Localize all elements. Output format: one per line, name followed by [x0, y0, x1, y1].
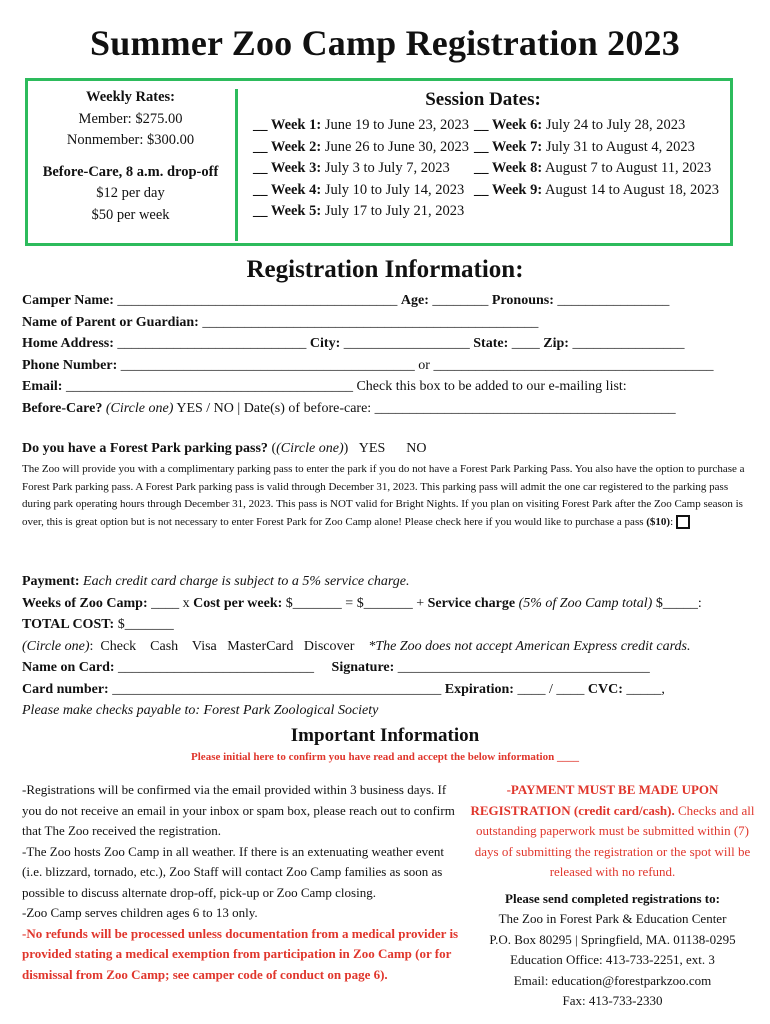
fax-number: Fax: 413-733-2330 — [562, 993, 663, 1008]
info-weather: -The Zoo hosts Zoo Camp in all weather. If there is an extenuating weather event (i.e. blizzard, tornado, etc.), Zoo Staff will contact Zoo Camp families as soon as possible to discuss alternate drop-off, pick-up or Zoo Camp closing. — [22, 843, 444, 900]
parking-options[interactable]: YES NO — [358, 441, 427, 456]
session-list-right — [474, 115, 719, 201]
zip-field[interactable]: ________________ — [568, 336, 685, 351]
expiration-label: Expiration: — [444, 681, 514, 697]
registration-form — [22, 290, 752, 419]
payment-section — [22, 571, 752, 722]
zip-label: Zip: — [543, 336, 569, 351]
city-label: City: — [309, 336, 341, 351]
session-week-3[interactable]: __ Week 3: July 3 to July 7, 2023 — [253, 160, 450, 176]
before-care-per-week: $50 per week — [91, 206, 170, 223]
parking-price: ($10) — [646, 515, 671, 528]
session-dates-heading: Session Dates: — [425, 89, 541, 110]
camper-name-label: Camper Name: — [22, 293, 114, 308]
cost-per-week-label: Cost per week: — [193, 595, 283, 611]
info-ages: -Zoo Camp serves children ages 6 to 13 only. — [22, 905, 258, 920]
green-divider — [235, 89, 238, 241]
name-on-card-label: Name on Card: — [22, 660, 115, 675]
important-info-right — [470, 780, 755, 1012]
checks-payable-note: Please make checks payable to: Forest Park Zoological Society — [22, 703, 379, 718]
total-cost-label: TOTAL COST: — [22, 617, 115, 632]
parent-row — [22, 312, 752, 334]
payment-label: Payment: — [22, 574, 80, 589]
signature-label: Signature: — [331, 660, 395, 675]
member-rate: Member: $275.00 — [78, 110, 183, 127]
payment-policy-heading: -PAYMENT MUST BE MADE UPON REGISTRATION (credit card/cash). — [470, 782, 719, 818]
email-label: Email: — [22, 379, 63, 394]
before-care-field[interactable]: YES / NO | Date(s) of before-care: ___________________________________________ — [173, 400, 676, 416]
phone-field[interactable]: __________________________________________ or ________________________________________ — [117, 357, 714, 373]
total-row — [22, 614, 752, 636]
parking-question: Do you have a Forest Park parking pass? ((Circle one)) YES NO — [22, 441, 427, 456]
weeks-field[interactable]: ____ x — [147, 595, 194, 611]
weekly-rates-heading: Weekly Rates: — [86, 89, 175, 105]
payment-circle-one: (Circle one) — [22, 638, 90, 654]
card-name-row — [22, 657, 752, 679]
page-title: Summer Zoo Camp Registration 2023 — [90, 23, 680, 63]
cvc-label: CVC: — [587, 681, 623, 697]
info-registration-confirm: -Registrations will be confirmed via the email provided within 3 business days. If you do not receive an email in your inbox or spam box, please reach out to confirm that The Zoo received the registration. — [22, 782, 455, 838]
card-number-label: Card number: — [22, 681, 109, 697]
phone-label: Phone Number: — [22, 357, 118, 373]
card-number-field[interactable]: _______________________________________________ — [108, 681, 445, 697]
education-email: Email: education@forestparkzoo.com — [513, 972, 712, 988]
service-charge-label: Service charge — [427, 595, 516, 611]
service-charge-note: (5% of Zoo Camp total) — [518, 595, 653, 611]
payment-policy-text: Checks and all outstanding paperwork must be submitted within (7) days of submitting the registration or the spot will be released with no refund. — [474, 802, 755, 879]
address-row — [22, 333, 752, 355]
address-line-2: P.O. Box 80295 | Springfield, MA. 01138-0295 — [489, 931, 736, 947]
parent-field[interactable]: ________________________________________________ — [198, 314, 539, 330]
pronouns-field[interactable]: ________________ — [553, 293, 670, 308]
state-field[interactable]: ____ — [508, 336, 544, 351]
session-week-1[interactable]: __ Week 1: June 19 to June 23, 2023 — [253, 117, 470, 133]
payment-methods-row — [22, 636, 752, 658]
before-care-heading: Before-Care, 8 a.m. drop-off — [42, 163, 219, 180]
city-field[interactable]: __________________ — [340, 336, 474, 351]
address-line-1: The Zoo in Forest Park & Education Center — [498, 911, 727, 926]
address-field[interactable]: ___________________________ — [113, 336, 310, 351]
parking-colon: : — [670, 515, 674, 528]
amex-note: *The Zoo does not accept American Express credit cards. — [368, 638, 691, 654]
service-charge-field[interactable]: $_____: — [652, 595, 702, 611]
signature-field[interactable]: ____________________________________ — [394, 660, 650, 675]
parking-circle-one: (Circle one) — [276, 441, 344, 456]
age-label: Age: — [400, 293, 429, 308]
weekly-rates — [28, 87, 233, 226]
pronouns-label: Pronouns: — [491, 293, 554, 308]
parent-label: Name of Parent or Guardian: — [22, 314, 199, 330]
session-list-left — [253, 115, 469, 223]
before-care-row — [22, 398, 752, 420]
camper-name-field[interactable]: ________________________________________ — [113, 293, 401, 308]
education-phone: Education Office: 413-733-2251, ext. 3 — [510, 952, 715, 967]
weeks-row — [22, 593, 752, 615]
payment-policy — [470, 780, 755, 883]
parking-question-label: Do you have a Forest Park parking pass? — [22, 441, 268, 456]
cvc-field[interactable]: _____, — [622, 681, 665, 697]
session-week-4[interactable]: __ Week 4: July 10 to July 14, 2023 — [253, 181, 465, 198]
weeks-label: Weeks of Zoo Camp: — [22, 595, 148, 611]
before-care-label: Before-Care? — [22, 400, 103, 416]
cost-field[interactable]: $_______ = $_______ + — [282, 595, 428, 611]
email-row — [22, 376, 752, 398]
rates-sessions-box — [25, 78, 733, 246]
name-on-card-field[interactable]: ____________________________ — [114, 660, 332, 675]
important-info-left — [22, 780, 462, 985]
registration-heading: Registration Information: — [246, 256, 524, 283]
important-heading: Important Information — [290, 725, 480, 746]
parking-pass-checkbox[interactable] — [676, 515, 690, 529]
email-field[interactable]: _________________________________________ Check this box to be added to our e-mailing list: — [62, 379, 627, 394]
card-number-row — [22, 679, 752, 701]
total-cost-field[interactable]: $_______ — [114, 617, 174, 632]
session-week-8[interactable]: __ Week 8: August 7 to August 11, 2023 — [474, 160, 712, 176]
phone-row — [22, 355, 752, 377]
session-week-2[interactable]: __ Week 2: June 26 to June 30, 2023 — [253, 138, 470, 155]
session-week-6[interactable]: __ Week 6: July 24 to July 28, 2023 — [474, 117, 686, 133]
payment-methods[interactable]: : Check Cash Visa MasterCard Discover — [89, 638, 369, 654]
circle-one-note: (Circle one) — [105, 400, 174, 416]
payment-note: Each credit card charge is subject to a 5% service charge. — [83, 574, 410, 589]
address-label: Home Address: — [22, 336, 114, 351]
session-week-9[interactable]: __ Week 9: August 14 to August 18, 2023 — [474, 181, 720, 198]
expiration-field[interactable]: ____ / ____ — [513, 681, 588, 697]
before-care-per-day: $12 per day — [96, 185, 165, 201]
payment-note-row — [22, 571, 752, 593]
nonmember-rate: Nonmember: $300.00 — [66, 132, 195, 148]
initial-confirmation[interactable]: Please initial here to confirm you have read and accept the below information ____ — [191, 751, 579, 763]
parking-info — [22, 461, 754, 531]
session-week-5[interactable]: __ Week 5: July 17 to July 21, 2023 — [253, 203, 465, 219]
camper-row — [22, 290, 752, 312]
session-week-7[interactable]: __ Week 7: July 31 to August 4, 2023 — [474, 138, 695, 155]
send-registrations-heading: Please send completed registrations to: — [505, 890, 720, 906]
state-label: State: — [473, 336, 509, 351]
info-refunds: -No refunds will be processed unless documentation from a medical provider is provided stating a medical exemption from participation in Zoo Camp (or for dismissal from Zoo Camp; see camper code of conduct on page 6). — [22, 925, 459, 982]
age-field[interactable]: ________ — [428, 293, 492, 308]
parking-text: The Zoo will provide you with a complimentary parking pass to enter the park if you do not have a Forest Park Parking Pass. You also have the option to purchase a Forest Park parking pass. A Forest Park parking pass is valid through December 31, 2023. This parking pass will admit the one car registered to the parking pass during park operating hours through December 31, 2023. This pass is NOT valid for Bright Nights. If you plan on visiting Forest Park after the Zoo Camp season is over, this is great option but is not necessary to enter Forest Park for Zoo Camp alone! Please check here if you would like to purchase a pass — [22, 463, 745, 528]
